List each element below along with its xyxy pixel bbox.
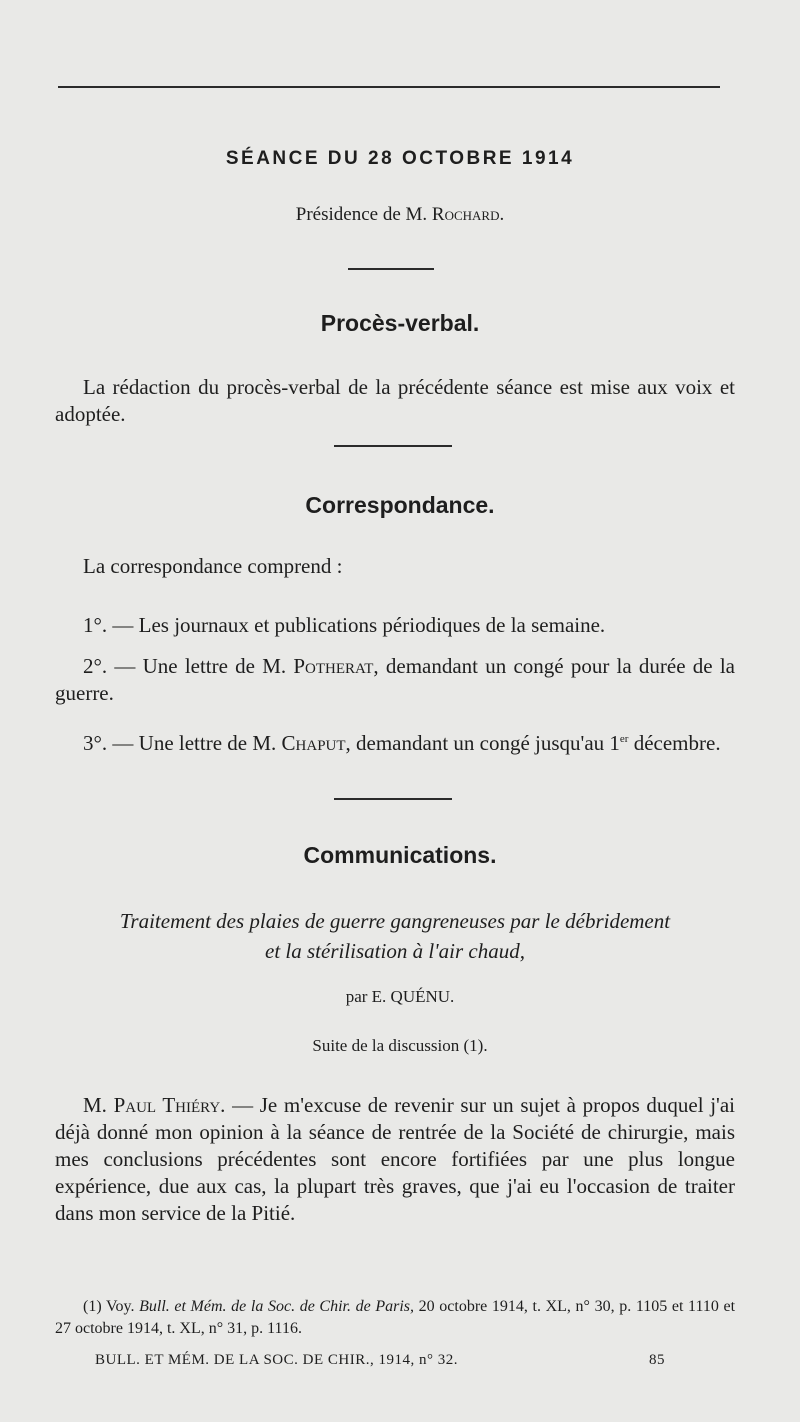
article-title-line: et la stérilisation à l'air chaud, bbox=[265, 939, 525, 963]
correspondance-item: 2°. — Une lettre de M. Potherat, demandant un congé pour la durée de la guerre. bbox=[55, 654, 735, 705]
proces-verbal-text: La rédaction du procès-verbal de la précédente séance est mise aux voix et adoptée. bbox=[55, 375, 735, 426]
correspondance-item: 1°. — Les journaux et publications périodiques de la semaine. bbox=[83, 613, 606, 637]
presidency-line: Présidence de M. Rochard. bbox=[295, 204, 505, 225]
speaker-name: M. Paul Thiéry. bbox=[83, 1093, 226, 1117]
running-footer bbox=[95, 1352, 665, 1369]
footer-journal: BULL. ET MÉM. DE LA SOC. DE CHIR., 1914, n° 32. bbox=[95, 1352, 458, 1368]
discussion-note: Suite de la discussion (1). bbox=[312, 1036, 488, 1055]
article-title-line: Traitement des plaies de guerre gangreneuses par le débridement bbox=[119, 909, 671, 933]
footnote-journal: Bull. et Mém. de la Soc. de Chir. de Paris, bbox=[139, 1298, 415, 1315]
article-author: par E. QUÉNU. bbox=[345, 987, 455, 1006]
section-divider bbox=[334, 798, 452, 800]
correspondance-intro: La correspondance comprend : bbox=[83, 554, 343, 578]
correspondance-item: 3°. — Une lettre de M. Chaput, demandant un congé jusqu'au 1er décembre. bbox=[83, 731, 721, 755]
communications-heading: Communications. bbox=[303, 842, 497, 868]
speech-text: — Je m'excuse de revenir sur un sujet à propos duquel j'ai déjà donné mon opinion à la séance de rentrée de la Société de chirurgie, mais mes conclusions précédentes sont encore fortifiées par une plus longue expérience, due aux cas, la plupart très graves, que j'ai eu l'occasion de traiter dans mon service de la Pitié. bbox=[55, 1093, 735, 1225]
footnote: (1) Voy. Bull. et Mém. de la Soc. de Chir. de Paris, 20 octobre 1914, t. XL, n° 30, p. 1105 et 1110 et 27 octobre 1914, t. XL, n° 31, p. 1116. bbox=[55, 1298, 736, 1337]
proces-verbal-heading: Procès-verbal. bbox=[320, 310, 480, 336]
section-divider bbox=[348, 268, 434, 270]
session-title: SÉANCE DU 28 OCTOBRE 1914 bbox=[225, 148, 575, 169]
article-title bbox=[55, 906, 735, 966]
speech-paragraph bbox=[55, 1092, 735, 1227]
page-number: 85 bbox=[649, 1352, 665, 1368]
correspondance-heading: Correspondance. bbox=[305, 492, 495, 518]
top-rule bbox=[58, 86, 720, 88]
section-divider bbox=[334, 445, 452, 447]
